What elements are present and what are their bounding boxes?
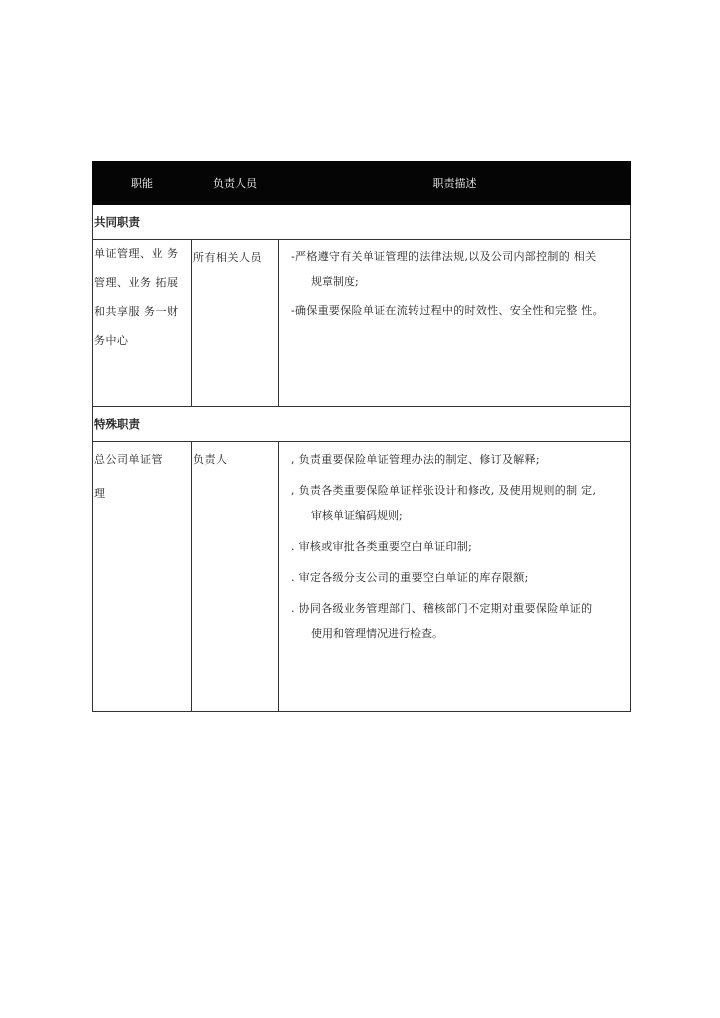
- header-function: 职能: [93, 162, 192, 205]
- duty-continuation: 使用和管理情况进行检查。: [311, 627, 443, 640]
- duty-item: [291, 539, 626, 554]
- table-row: [93, 442, 631, 712]
- duty-item: [291, 303, 626, 318]
- duty-item: [291, 601, 626, 641]
- duty-item: [291, 570, 626, 585]
- description-cell: [279, 442, 631, 712]
- section-title: 共同职责: [93, 205, 631, 240]
- section-title-row: [93, 407, 631, 442]
- table-header-row: [93, 162, 631, 205]
- function-line: 务中心: [94, 334, 129, 347]
- duty-text: -严格遵守有关单证管理的法律法规,以及公司内部控制的 相关: [291, 250, 597, 263]
- function-cell: [93, 240, 192, 407]
- duty-item: [291, 249, 626, 289]
- duty-text: , 负责重要保险单证管理办法的制定、修订及解释;: [291, 453, 540, 466]
- duty-continuation: 审核单证编码规则;: [311, 509, 403, 522]
- person-cell: 负责人: [192, 442, 279, 712]
- function-cell: [93, 442, 192, 712]
- function-line: 管理、业务 拓展: [94, 276, 179, 289]
- duty-text: . 审定各级分支公司的重要空白单证的库存限额;: [291, 571, 529, 584]
- function-line: 单证管理、业 务: [94, 247, 179, 260]
- section-title: 特殊职责: [93, 407, 631, 442]
- table-row: [93, 240, 631, 407]
- section-title-row: [93, 205, 631, 240]
- duty-text: -确保重要保险单证在流转过程中的时效性、安全性和完整 性。: [291, 304, 604, 317]
- header-person: 负责人员: [192, 162, 279, 205]
- duty-item: [291, 483, 626, 523]
- duty-continuation: 规章制度;: [311, 275, 359, 288]
- duty-text: . 审核或审批各类重要空白单证印制;: [291, 540, 473, 553]
- function-line: 和共享服 务一财: [94, 305, 179, 318]
- description-cell: [279, 240, 631, 407]
- duty-item: [291, 452, 626, 467]
- duties-table: [92, 161, 631, 712]
- person-cell: 所有相关人员: [192, 240, 279, 407]
- header-description: 职责描述: [279, 162, 631, 205]
- function-line: 理: [94, 487, 106, 500]
- duty-text: . 协同各级业务管理部门、稽核部门不定期对重要保险单证的: [291, 602, 593, 615]
- duty-text: , 负责各类重要保险单证样张设计和修改, 及使用规则的制 定,: [291, 484, 597, 497]
- function-line: 总公司单证管: [94, 453, 163, 466]
